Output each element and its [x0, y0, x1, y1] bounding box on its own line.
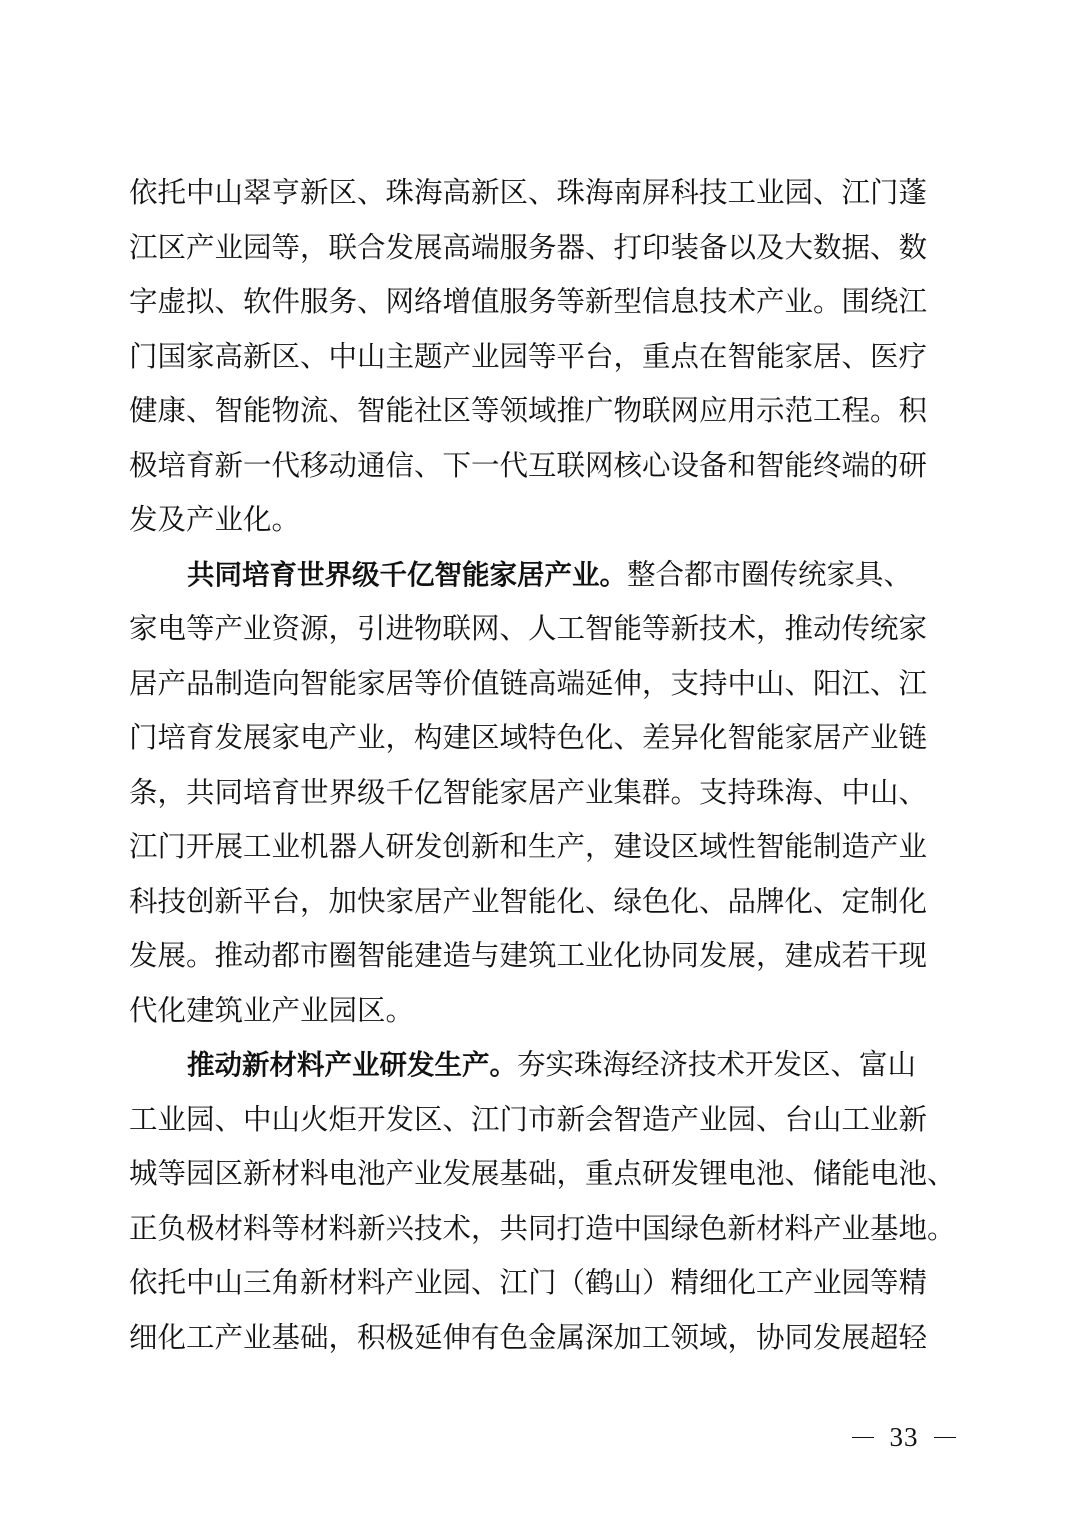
text-line: 依托中山翠亨新区、珠海高新区、珠海南屏科技工业园、江门蓬 [129, 176, 928, 209]
text-line: 依托中山三角新材料产业园、江门（鹤山）精细化工产业园等精 [129, 1266, 928, 1299]
paragraph-2 [129, 548, 959, 1039]
text-line: 工业园、中山火炬开发区、江门市新会智造产业园、台山工业新 [129, 1102, 928, 1136]
page-number-dash-left [852, 1437, 874, 1438]
text-line: 居产品制造向智能家居等价值链高端延伸，支持中山、阳江、江 [129, 666, 928, 700]
text-line: 家电等产业资源，引进物联网、人工智能等新技术，推动传统家 [129, 612, 928, 645]
text-line: 科技创新平台，加快家居产业智能化、绿色化、品牌化、定制化 [129, 884, 928, 918]
text-line: 条，共同培育世界级千亿智能家居产业集群。支持珠海、中山、 [129, 775, 928, 809]
text-line: 城等园区新材料电池产业发展基础，重点研发锂电池、储能电池、 [129, 1157, 956, 1190]
text-line: 发及产业化。 [129, 503, 301, 536]
text-line-rest: 夯实珠海经济技术开发区、富山 [517, 1048, 917, 1081]
text-line: 正负极材料等材料新兴技术，共同打造中国绿色新材料产业基地。 [129, 1211, 956, 1245]
paragraph-lead-heading: 推动新材料产业研发生产。 [187, 1049, 517, 1081]
text-line-first [129, 548, 959, 603]
body-text [129, 166, 959, 1365]
text-line: 细化工产业基础，积极延伸有色金属深加工领域，协同发展超轻 [129, 1320, 928, 1354]
text-line: 极培育新一代移动通信、下一代互联网核心设备和智能终端的研 [129, 448, 928, 482]
text-line-first [129, 1038, 959, 1093]
text-line: 字虚拟、软件服务、网络增值服务等新型信息技术产业。围绕江 [129, 285, 928, 318]
page-footer [852, 1415, 956, 1459]
text-line: 江门开展工业机器人研发创新和生产，建设区域性智能制造产业 [129, 830, 928, 863]
text-line-rest: 整合都市圈传统家具、 [627, 557, 913, 591]
paragraph-1 [129, 166, 959, 548]
paragraph-3 [129, 1038, 959, 1365]
text-line: 江区产业园等，联合发展高端服务器、打印装备以及大数据、数 [129, 230, 928, 264]
text-line: 门国家高新区、中山主题产业园等平台，重点在智能家居、医疗 [129, 339, 928, 373]
page-number: 33 [889, 1422, 919, 1452]
text-line: 代化建筑业产业园区。 [129, 993, 415, 1027]
text-line: 发展。推动都市圈智能建造与建筑工业化协同发展，建成若干现 [129, 939, 928, 972]
text-line: 健康、智能物流、智能社区等领域推广物联网应用示范工程。积 [129, 394, 928, 427]
paragraph-lead-heading: 共同培育世界级千亿智能家居产业。 [187, 558, 627, 591]
page-number-dash-right [934, 1437, 956, 1438]
text-line: 门培育发展家电产业，构建区域特色化、差异化智能家居产业链 [129, 721, 928, 754]
